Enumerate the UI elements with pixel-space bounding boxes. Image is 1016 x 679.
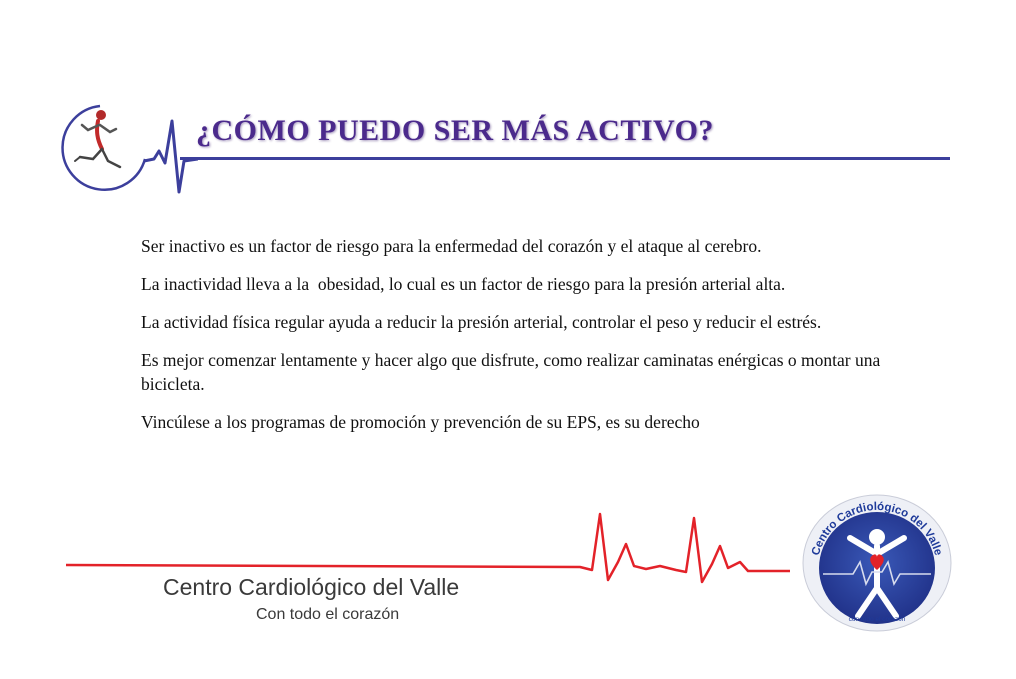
body-text — [141, 234, 901, 448]
organization-tagline: Con todo el corazón — [256, 606, 400, 623]
seal-bottom-text: con todo el corazón — [848, 616, 906, 623]
organization-name: Centro Cardiológico del Valle — [163, 574, 460, 600]
title-divider — [180, 157, 950, 160]
seal-arc-text: Centro Cardiológico del Valle — [809, 500, 945, 557]
paragraph-5: Vincúlese a los programas de promoción y prevención de su EPS, es su derecho — [141, 412, 700, 432]
paragraph-2: La inactividad lleva a la obesidad, lo cual es un factor de riesgo para la presión arterial alta. — [141, 274, 786, 294]
human-heart-seal-icon — [798, 492, 956, 634]
paragraph-3: La actividad física regular ayuda a reducir la presión arterial, controlar el peso y reducir el estrés. — [141, 312, 822, 332]
runner-heartbeat-icon — [48, 95, 198, 195]
paragraph-1: Ser inactivo es un factor de riesgo para la enfermedad del corazón y el ataque al cerebro. — [141, 236, 762, 256]
paragraph-4: Es mejor comenzar lentamente y hacer algo que disfrute, como realizar caminatas enérgicas o montar una bicicleta. — [141, 350, 885, 394]
page-title: ¿CÓMO PUEDO SER MÁS ACTIVO? — [196, 114, 714, 147]
